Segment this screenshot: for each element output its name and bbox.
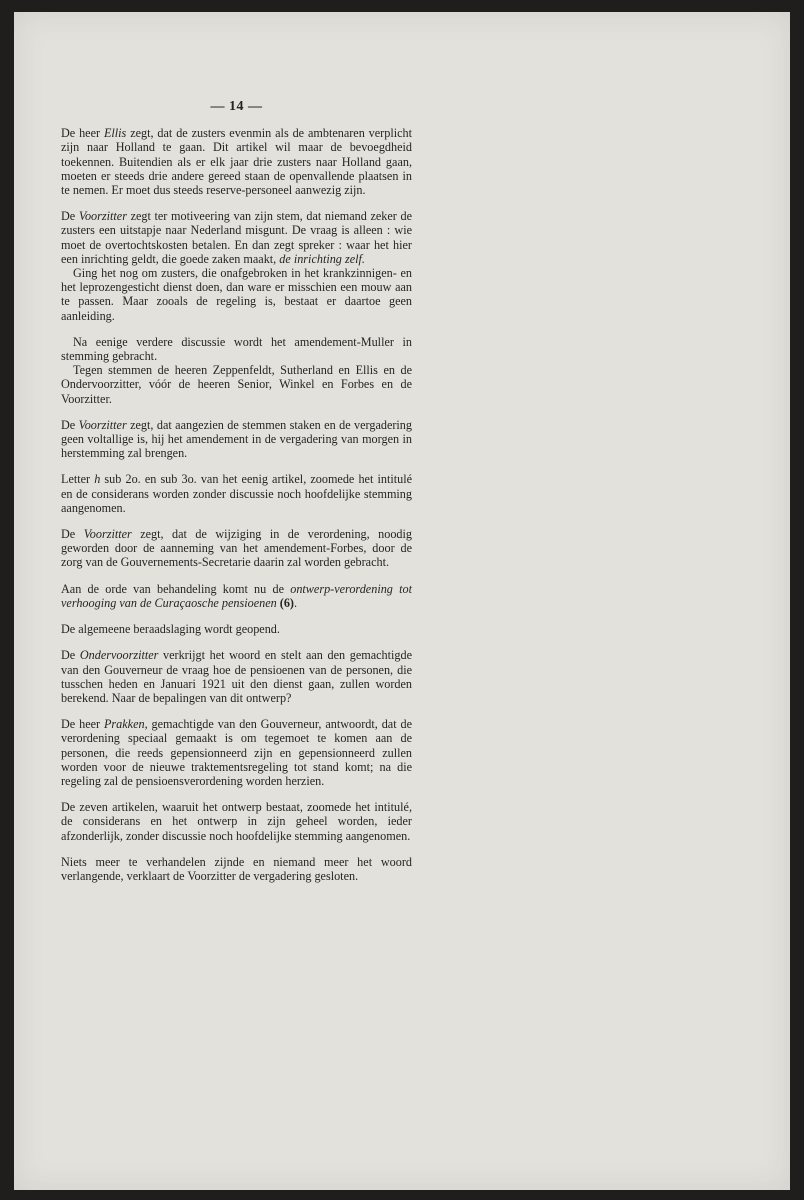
speaker-name: Voorzitter (83, 527, 132, 542)
paragraph-meeting-closed: Niets meer te verhandelen zijnde en niemand meer het woord verlangende, verklaart de Voorzitter de vergadering gesloten. (61, 854, 412, 883)
speaker-name: Ondervoorzitter (79, 648, 159, 663)
text-column (61, 100, 412, 895)
speaker-name: Prakken (103, 717, 145, 732)
speaker-name: Ellis (103, 126, 127, 141)
paragraph-prakken: De heer Prakken, gemachtigde van den Gouverneur, antwoordt, dat de verordening speciaal gemaakt is om tegemoet te komen aan de personen, die reeds gepensionneerd zijn en gepensionneerd zullen worden voor de nieuwe traktementsregeling tot stand komt; na die regeling zal de pensioensverordening worden herzien. (61, 717, 412, 788)
paragraph-debate-opened: De algemeene beraadslaging wordt geopend. (61, 622, 280, 637)
paragraph-voorzitter-wijziging: De Voorzitter zegt, dat de wijziging in de verordening, noodig geworden door de aanneming van het amendement-Forbes, door de zorg van de Gouvernements-Secretarie daarin zal worden gebracht. (61, 527, 413, 570)
paragraph-letter-h: Letter h sub 2o. en sub 3o. van het eenig artikel, zoomede het intitulé en de considerans worden zonder discussie noch hoofdelijke stemming aangenomen. (61, 472, 412, 515)
paragraph-discussion: Na eenige verdere discussie wordt het amendement-Muller in stemming gebracht. (61, 334, 412, 364)
speaker-name: Voorzitter (78, 417, 127, 432)
emphasis-text: de inrichting zelf. (279, 251, 365, 266)
document-page (14, 12, 790, 1190)
paragraph-vote: Tegen stemmen de heeren Zeppenfeldt, Sutherland en Ellis en de Ondervoorzitter, vóór de heeren Senior, Winkel en Forbes en de Voorzitter. (61, 363, 412, 406)
paragraph-voorzitter-staken: De Voorzitter zegt, dat aangezien de stemmen staken en de vergadering geen voltallige is, hij het amendement in de vergadering van morgen in herstemming zal brengen. (61, 417, 412, 461)
paragraph-zusters: Ging het nog om zusters, die onafgebroken in het krankzinnigen- en het leprozengesticht dienst doen, dan ware er misschien een mouw aan te passen. Maar zooals de regeling is, bestaat er daartoe geen aanleiding. (61, 266, 412, 323)
paragraph-agenda-item: Aan de orde van behandeling komt nu de ontwerp-verordening tot verhooging van de Curaçaosche pensioenen (6). (61, 581, 412, 610)
paragraph-articles-adopted: De zeven artikelen, waaruit het ontwerp bestaat, zoomede het intitulé, de considerans en het ontwerp in zijn geheel worden, ieder afzonderlijk, zonder discussie noch hoofdelijke stemming aangenomen. (61, 800, 412, 843)
bill-reference: (6) (279, 595, 294, 610)
paragraph-ondervoorzitter: De Ondervoorzitter verkrijgt het woord en stelt aan den gemachtigde van den Gouverneur de vraag hoe de pensioenen van de personen, die tusschen heden en Januari 1921 uit den dienst gaan, zullen worden berekend. Naar de bepalingen van dit ontwerp? (61, 648, 412, 705)
paragraph-voorzitter-motivation: De Voorzitter zegt ter motiveering van zijn stem, dat niemand zeker de zusters een uitstapje naar Nederland misgunt. De vraag is alleen : wie moet de overtochtskosten betalen. En dan zegt spreker : waar het hier een inrichting geldt, die goede zaken maakt, de inrichting zelf. (61, 209, 412, 266)
page-number: — 14 — (210, 99, 263, 114)
bill-title: ontwerp-verordening tot verhooging van de Curaçaosche pensioenen (61, 581, 412, 610)
emphasis-letter: h (94, 472, 101, 487)
paragraph-ellis: De heer Ellis zegt, dat de zusters evenmin als de ambtenaren verplicht zijn naar Holland te gaan. Dit artikel wil maar de bevoegdheid toekennen. Buitendien als er elk jaar drie zusters naar Holland gaan, moeten er steeds drie andere gereed staan de openvallende plaatsen in te nemen. Er moet dus steeds reserve-personeel aanwezig zijn. (61, 126, 412, 198)
speaker-name: Voorzitter (78, 209, 127, 224)
